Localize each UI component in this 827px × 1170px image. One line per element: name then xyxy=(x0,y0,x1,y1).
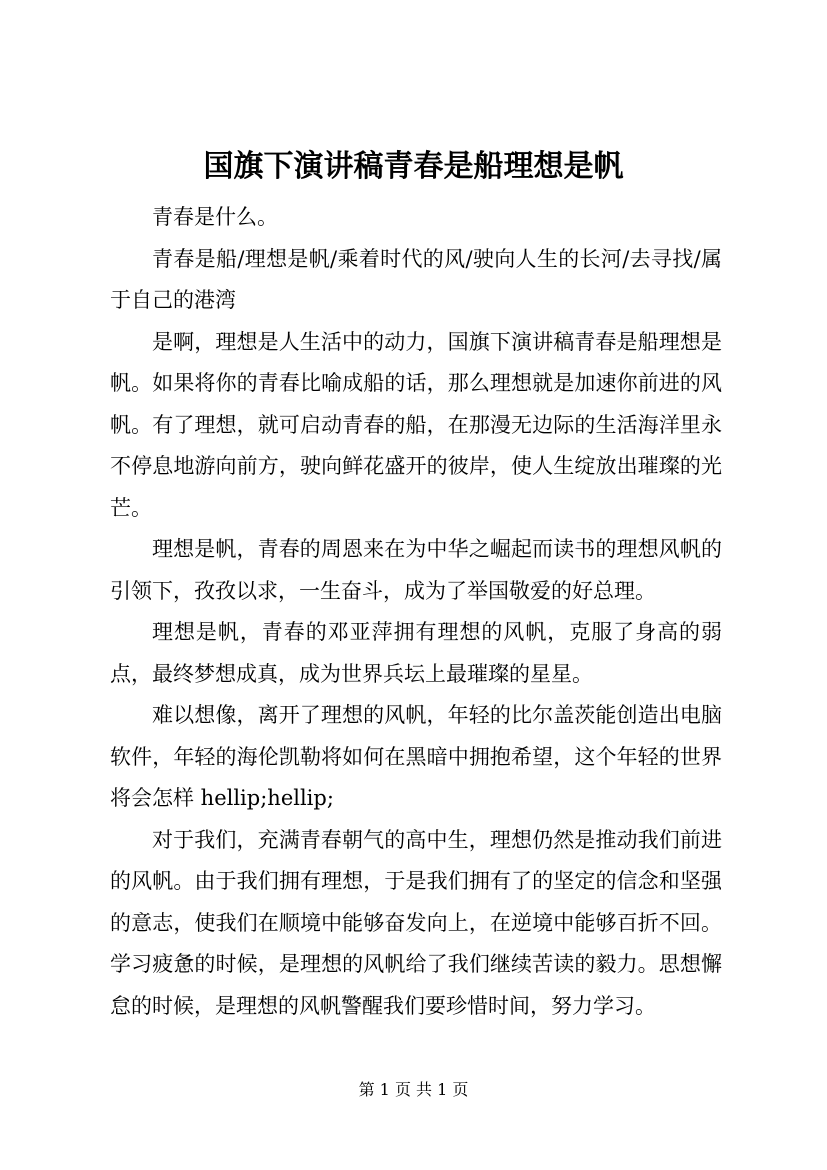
paragraph-2: 青春是船/理想是帆/乘着时代的风/驶向人生的长河/去寻找/属于自己的港湾 xyxy=(110,246,722,312)
paragraph-3: 是啊，理想是人生活中的动力，国旗下演讲稿青春是船理想是帆。如果将你的青春比喻成船的话，那么理想就是加速你前进的风帆。有了理想，就可启动青春的船，在那漫无边际的生活海洋里永不停息地游向前方，驶向鲜花盛开的彼岸，使人生绽放出璀璨的光芒。 xyxy=(110,329,722,520)
paragraph-7: 对于我们，充满青春朝气的高中生，理想仍然是推动我们前进的风帆。由于我们拥有理想，于是我们拥有了的坚定的信念和坚强的意志，使我们在顺境中能够奋发向上，在逆境中能够百折不回。学习疲惫的时候，是理想的风帆给了我们继续苦读的毅力。思想懈怠的时候，是理想的风帆警醒我们要珍惜时间，努力学习。 xyxy=(110,827,722,1018)
paragraph-4: 理想是帆，青春的周恩来在为中华之崛起而读书的理想风帆的引领下，孜孜以求，一生奋斗，成为了举国敬爱的好总理。 xyxy=(110,537,722,603)
paragraph-5: 理想是帆，青春的邓亚萍拥有理想的风帆，克服了身高的弱点，最终梦想成真，成为世界兵坛上最璀璨的星星。 xyxy=(110,620,722,686)
paragraph-6: 难以想像，离开了理想的风帆，年轻的比尔盖茨能创造出电脑软件，年轻的海伦凯勒将如何在黑暗中拥抱希望，这个年轻的世界将会怎样 hellip;hellip; xyxy=(110,703,722,810)
page-number-footer: 第 1 页 共 1 页 xyxy=(358,1080,469,1099)
paragraph-1: 青春是什么。 xyxy=(152,205,278,229)
document-body xyxy=(110,197,722,1027)
document-title: 国旗下演讲稿青春是船理想是帆 xyxy=(203,149,624,184)
